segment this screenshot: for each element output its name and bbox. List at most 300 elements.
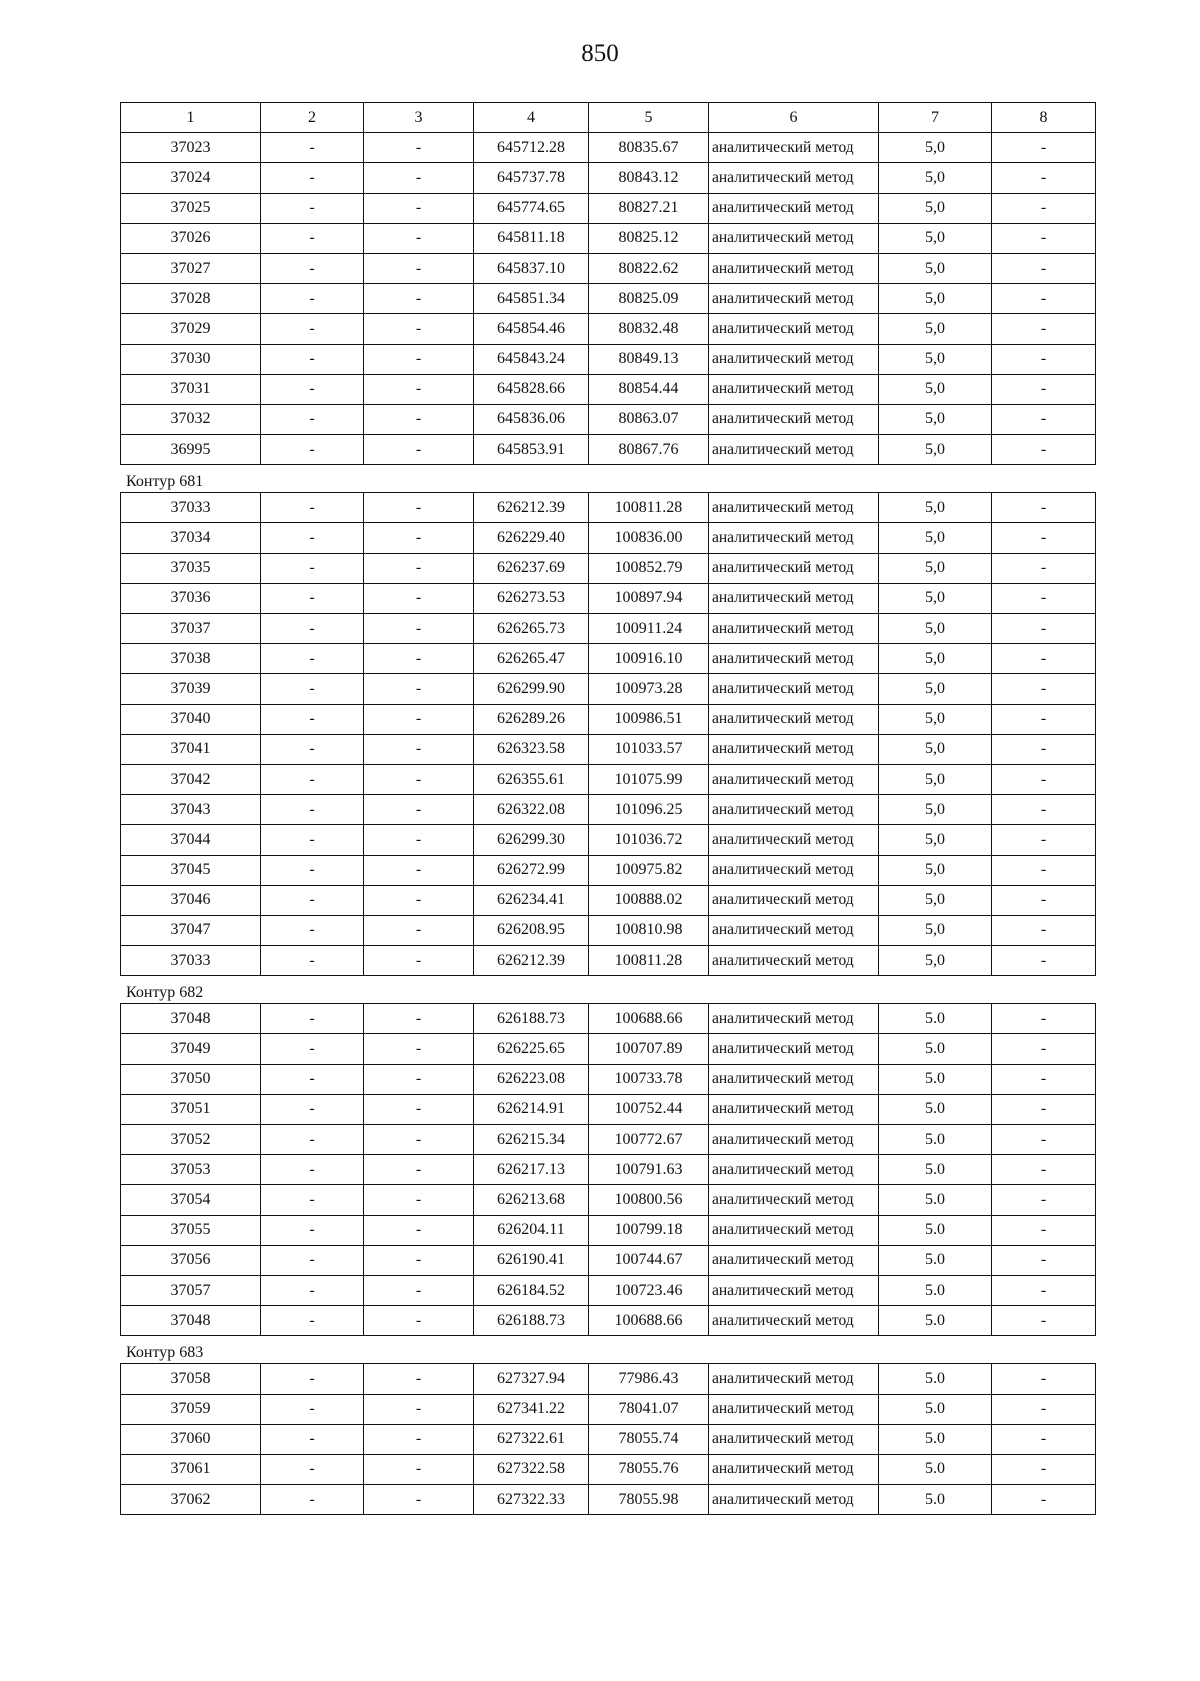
cell-coord-y: 80835.67 bbox=[589, 133, 709, 163]
cell-col-3: - bbox=[364, 1155, 474, 1185]
cell-col-8: - bbox=[992, 1094, 1096, 1124]
header-cell: 6 bbox=[709, 103, 879, 133]
cell-col-8: - bbox=[992, 553, 1096, 583]
cell-col-8: - bbox=[992, 674, 1096, 704]
table-row bbox=[121, 1185, 1096, 1215]
cell-accuracy: 5.0 bbox=[879, 1185, 992, 1215]
cell-method: аналитический метод bbox=[709, 1454, 879, 1484]
cell-col-3: - bbox=[364, 825, 474, 855]
cell-col-3: - bbox=[364, 133, 474, 163]
page-number: 850 bbox=[581, 40, 619, 67]
cell-accuracy: 5,0 bbox=[879, 523, 992, 553]
cell-method: аналитический метод bbox=[709, 1424, 879, 1454]
cell-col-2: - bbox=[261, 1004, 364, 1034]
cell-method: аналитический метод bbox=[709, 1245, 879, 1275]
cell-accuracy: 5.0 bbox=[879, 1454, 992, 1484]
cell-coord-x: 626190.41 bbox=[474, 1245, 589, 1275]
cell-col-2: - bbox=[261, 1245, 364, 1275]
cell-accuracy: 5,0 bbox=[879, 825, 992, 855]
cell-col-2: - bbox=[261, 1034, 364, 1064]
cell-coord-x: 626212.39 bbox=[474, 946, 589, 976]
cell-col-2: - bbox=[261, 374, 364, 404]
cell-coord-x: 626299.90 bbox=[474, 674, 589, 704]
cell-coord-x: 645843.24 bbox=[474, 344, 589, 374]
cell-method: аналитический метод bbox=[709, 1185, 879, 1215]
cell-col-2: - bbox=[261, 764, 364, 794]
table-row bbox=[121, 253, 1096, 283]
cell-coord-y: 77986.43 bbox=[589, 1364, 709, 1394]
cell-coord-x: 626214.91 bbox=[474, 1094, 589, 1124]
cell-point-number: 37026 bbox=[121, 223, 261, 253]
cell-col-8: - bbox=[992, 284, 1096, 314]
cell-coord-x: 627322.33 bbox=[474, 1485, 589, 1515]
cell-coord-x: 645837.10 bbox=[474, 253, 589, 283]
cell-accuracy: 5,0 bbox=[879, 704, 992, 734]
table-row bbox=[121, 344, 1096, 374]
cell-col-2: - bbox=[261, 614, 364, 644]
cell-point-number: 37048 bbox=[121, 1004, 261, 1034]
cell-col-8: - bbox=[992, 193, 1096, 223]
cell-col-2: - bbox=[261, 163, 364, 193]
cell-accuracy: 5,0 bbox=[879, 915, 992, 945]
table-row bbox=[121, 1275, 1096, 1305]
cell-coord-x: 627322.58 bbox=[474, 1454, 589, 1484]
cell-accuracy: 5.0 bbox=[879, 1125, 992, 1155]
cell-col-2: - bbox=[261, 553, 364, 583]
cell-col-3: - bbox=[364, 915, 474, 945]
cell-col-8: - bbox=[992, 253, 1096, 283]
cell-accuracy: 5,0 bbox=[879, 404, 992, 434]
cell-col-8: - bbox=[992, 583, 1096, 613]
cell-col-3: - bbox=[364, 1064, 474, 1094]
cell-coord-y: 80825.09 bbox=[589, 284, 709, 314]
cell-method: аналитический метод bbox=[709, 284, 879, 314]
cell-coord-y: 80867.76 bbox=[589, 435, 709, 465]
contour-label: Контур 682 bbox=[126, 984, 204, 1002]
cell-col-8: - bbox=[992, 435, 1096, 465]
table-row bbox=[121, 553, 1096, 583]
cell-method: аналитический метод bbox=[709, 163, 879, 193]
table-row bbox=[121, 1034, 1096, 1064]
cell-col-3: - bbox=[364, 614, 474, 644]
cell-coord-x: 626188.73 bbox=[474, 1004, 589, 1034]
contour-label: Контур 683 bbox=[126, 1344, 204, 1362]
cell-method: аналитический метод bbox=[709, 193, 879, 223]
cell-col-3: - bbox=[364, 253, 474, 283]
cell-coord-y: 80843.12 bbox=[589, 163, 709, 193]
cell-point-number: 37060 bbox=[121, 1424, 261, 1454]
cell-method: аналитический метод bbox=[709, 1094, 879, 1124]
cell-col-2: - bbox=[261, 1424, 364, 1454]
cell-accuracy: 5,0 bbox=[879, 946, 992, 976]
table-row bbox=[121, 915, 1096, 945]
cell-coord-x: 645853.91 bbox=[474, 435, 589, 465]
cell-col-3: - bbox=[364, 795, 474, 825]
cell-point-number: 37027 bbox=[121, 253, 261, 283]
cell-method: аналитический метод bbox=[709, 493, 879, 523]
cell-method: аналитический метод bbox=[709, 374, 879, 404]
cell-col-3: - bbox=[364, 223, 474, 253]
cell-accuracy: 5,0 bbox=[879, 885, 992, 915]
cell-coord-y: 101096.25 bbox=[589, 795, 709, 825]
cell-col-8: - bbox=[992, 1064, 1096, 1094]
contour-label: Контур 681 bbox=[126, 473, 204, 491]
cell-col-3: - bbox=[364, 1185, 474, 1215]
cell-col-8: - bbox=[992, 1125, 1096, 1155]
cell-accuracy: 5.0 bbox=[879, 1155, 992, 1185]
cell-point-number: 37035 bbox=[121, 553, 261, 583]
cell-method: аналитический метод bbox=[709, 1125, 879, 1155]
cell-col-2: - bbox=[261, 855, 364, 885]
cell-method: аналитический метод bbox=[709, 915, 879, 945]
cell-point-number: 37047 bbox=[121, 915, 261, 945]
cell-coord-y: 100723.46 bbox=[589, 1275, 709, 1305]
cell-coord-y: 100986.51 bbox=[589, 704, 709, 734]
cell-method: аналитический метод bbox=[709, 825, 879, 855]
cell-col-3: - bbox=[364, 946, 474, 976]
coordinates-table-main bbox=[120, 102, 1096, 465]
cell-col-8: - bbox=[992, 1215, 1096, 1245]
cell-accuracy: 5,0 bbox=[879, 193, 992, 223]
cell-coord-x: 626355.61 bbox=[474, 764, 589, 794]
cell-point-number: 37036 bbox=[121, 583, 261, 613]
cell-accuracy: 5,0 bbox=[879, 223, 992, 253]
cell-accuracy: 5,0 bbox=[879, 163, 992, 193]
cell-col-2: - bbox=[261, 493, 364, 523]
cell-col-3: - bbox=[364, 885, 474, 915]
cell-accuracy: 5.0 bbox=[879, 1094, 992, 1124]
cell-point-number: 37030 bbox=[121, 344, 261, 374]
cell-point-number: 37056 bbox=[121, 1245, 261, 1275]
cell-coord-x: 626188.73 bbox=[474, 1306, 589, 1336]
cell-col-3: - bbox=[364, 493, 474, 523]
cell-accuracy: 5,0 bbox=[879, 253, 992, 283]
cell-col-3: - bbox=[364, 193, 474, 223]
cell-col-2: - bbox=[261, 1064, 364, 1094]
cell-accuracy: 5,0 bbox=[879, 493, 992, 523]
cell-col-2: - bbox=[261, 644, 364, 674]
table-row bbox=[121, 314, 1096, 344]
cell-method: аналитический метод bbox=[709, 1394, 879, 1424]
cell-col-2: - bbox=[261, 1394, 364, 1424]
cell-col-2: - bbox=[261, 1125, 364, 1155]
cell-col-2: - bbox=[261, 915, 364, 945]
cell-point-number: 37053 bbox=[121, 1155, 261, 1185]
cell-col-3: - bbox=[364, 1245, 474, 1275]
cell-coord-x: 626234.41 bbox=[474, 885, 589, 915]
cell-coord-y: 100811.28 bbox=[589, 946, 709, 976]
cell-point-number: 37041 bbox=[121, 734, 261, 764]
cell-point-number: 37032 bbox=[121, 404, 261, 434]
cell-col-3: - bbox=[364, 344, 474, 374]
cell-col-2: - bbox=[261, 253, 364, 283]
cell-col-8: - bbox=[992, 1424, 1096, 1454]
cell-coord-y: 80849.13 bbox=[589, 344, 709, 374]
table-row bbox=[121, 1004, 1096, 1034]
table-header-row bbox=[121, 103, 1096, 133]
cell-coord-x: 626212.39 bbox=[474, 493, 589, 523]
cell-method: аналитический метод bbox=[709, 946, 879, 976]
cell-point-number: 37033 bbox=[121, 493, 261, 523]
cell-col-3: - bbox=[364, 523, 474, 553]
cell-coord-x: 626217.13 bbox=[474, 1155, 589, 1185]
cell-point-number: 37028 bbox=[121, 284, 261, 314]
table-row bbox=[121, 1454, 1096, 1484]
cell-col-2: - bbox=[261, 704, 364, 734]
cell-method: аналитический метод bbox=[709, 704, 879, 734]
cell-col-2: - bbox=[261, 825, 364, 855]
cell-col-3: - bbox=[364, 553, 474, 583]
table-row bbox=[121, 614, 1096, 644]
cell-method: аналитический метод bbox=[709, 583, 879, 613]
cell-col-3: - bbox=[364, 1094, 474, 1124]
cell-col-3: - bbox=[364, 734, 474, 764]
cell-coord-x: 626229.40 bbox=[474, 523, 589, 553]
cell-coord-y: 80863.07 bbox=[589, 404, 709, 434]
cell-col-8: - bbox=[992, 404, 1096, 434]
cell-point-number: 37049 bbox=[121, 1034, 261, 1064]
cell-accuracy: 5.0 bbox=[879, 1064, 992, 1094]
cell-col-8: - bbox=[992, 855, 1096, 885]
cell-coord-x: 626265.47 bbox=[474, 644, 589, 674]
cell-col-8: - bbox=[992, 1004, 1096, 1034]
table-row bbox=[121, 1364, 1096, 1394]
cell-point-number: 37045 bbox=[121, 855, 261, 885]
table-row bbox=[121, 1064, 1096, 1094]
cell-method: аналитический метод bbox=[709, 223, 879, 253]
cell-method: аналитический метод bbox=[709, 314, 879, 344]
cell-col-2: - bbox=[261, 314, 364, 344]
cell-point-number: 37048 bbox=[121, 1306, 261, 1336]
cell-coord-y: 100752.44 bbox=[589, 1094, 709, 1124]
cell-method: аналитический метод bbox=[709, 253, 879, 283]
cell-coord-x: 626265.73 bbox=[474, 614, 589, 644]
cell-coord-x: 626184.52 bbox=[474, 1275, 589, 1305]
cell-point-number: 37043 bbox=[121, 795, 261, 825]
cell-coord-x: 645851.34 bbox=[474, 284, 589, 314]
header-cell: 8 bbox=[992, 103, 1096, 133]
cell-method: аналитический метод bbox=[709, 734, 879, 764]
cell-coord-y: 100810.98 bbox=[589, 915, 709, 945]
cell-col-8: - bbox=[992, 946, 1096, 976]
cell-accuracy: 5,0 bbox=[879, 795, 992, 825]
cell-coord-y: 101033.57 bbox=[589, 734, 709, 764]
cell-col-3: - bbox=[364, 1394, 474, 1424]
cell-col-3: - bbox=[364, 583, 474, 613]
cell-col-8: - bbox=[992, 1155, 1096, 1185]
coordinates-document bbox=[120, 102, 1095, 1515]
cell-coord-x: 626215.34 bbox=[474, 1125, 589, 1155]
cell-method: аналитический метод bbox=[709, 1155, 879, 1185]
cell-point-number: 37024 bbox=[121, 163, 261, 193]
cell-point-number: 37042 bbox=[121, 764, 261, 794]
cell-col-8: - bbox=[992, 163, 1096, 193]
table-row bbox=[121, 1215, 1096, 1245]
cell-coord-y: 100975.82 bbox=[589, 855, 709, 885]
cell-point-number: 37052 bbox=[121, 1125, 261, 1155]
cell-col-8: - bbox=[992, 1364, 1096, 1394]
table-row bbox=[121, 435, 1096, 465]
cell-coord-y: 100688.66 bbox=[589, 1306, 709, 1336]
cell-coord-x: 626272.99 bbox=[474, 855, 589, 885]
cell-coord-y: 100707.89 bbox=[589, 1034, 709, 1064]
cell-col-3: - bbox=[364, 1485, 474, 1515]
cell-coord-x: 645712.28 bbox=[474, 133, 589, 163]
header-cell: 7 bbox=[879, 103, 992, 133]
cell-col-8: - bbox=[992, 644, 1096, 674]
cell-col-8: - bbox=[992, 523, 1096, 553]
cell-col-2: - bbox=[261, 1155, 364, 1185]
cell-coord-y: 100973.28 bbox=[589, 674, 709, 704]
cell-col-8: - bbox=[992, 1185, 1096, 1215]
cell-col-8: - bbox=[992, 493, 1096, 523]
cell-coord-x: 626289.26 bbox=[474, 704, 589, 734]
cell-point-number: 37033 bbox=[121, 946, 261, 976]
cell-coord-y: 100688.66 bbox=[589, 1004, 709, 1034]
cell-accuracy: 5,0 bbox=[879, 764, 992, 794]
cell-col-8: - bbox=[992, 825, 1096, 855]
cell-col-8: - bbox=[992, 885, 1096, 915]
table-row bbox=[121, 855, 1096, 885]
cell-accuracy: 5,0 bbox=[879, 133, 992, 163]
cell-accuracy: 5,0 bbox=[879, 435, 992, 465]
cell-coord-y: 100800.56 bbox=[589, 1185, 709, 1215]
cell-method: аналитический метод bbox=[709, 885, 879, 915]
cell-method: аналитический метод bbox=[709, 1004, 879, 1034]
cell-col-8: - bbox=[992, 314, 1096, 344]
cell-col-2: - bbox=[261, 1094, 364, 1124]
table-row bbox=[121, 644, 1096, 674]
cell-col-8: - bbox=[992, 344, 1096, 374]
cell-point-number: 37058 bbox=[121, 1364, 261, 1394]
cell-accuracy: 5.0 bbox=[879, 1306, 992, 1336]
table-row bbox=[121, 825, 1096, 855]
cell-col-2: - bbox=[261, 523, 364, 553]
cell-coord-x: 626208.95 bbox=[474, 915, 589, 945]
cell-accuracy: 5,0 bbox=[879, 583, 992, 613]
cell-col-8: - bbox=[992, 374, 1096, 404]
cell-col-3: - bbox=[364, 1424, 474, 1454]
cell-col-2: - bbox=[261, 133, 364, 163]
cell-accuracy: 5.0 bbox=[879, 1394, 992, 1424]
cell-point-number: 37039 bbox=[121, 674, 261, 704]
cell-coord-x: 627327.94 bbox=[474, 1364, 589, 1394]
cell-accuracy: 5,0 bbox=[879, 374, 992, 404]
table-row bbox=[121, 193, 1096, 223]
cell-coord-x: 626322.08 bbox=[474, 795, 589, 825]
cell-accuracy: 5,0 bbox=[879, 614, 992, 644]
cell-accuracy: 5,0 bbox=[879, 855, 992, 885]
cell-coord-y: 100888.02 bbox=[589, 885, 709, 915]
cell-col-3: - bbox=[364, 435, 474, 465]
cell-col-3: - bbox=[364, 314, 474, 344]
table-row bbox=[121, 284, 1096, 314]
cell-coord-x: 626299.30 bbox=[474, 825, 589, 855]
cell-method: аналитический метод bbox=[709, 644, 879, 674]
table-row bbox=[121, 1424, 1096, 1454]
cell-point-number: 37055 bbox=[121, 1215, 261, 1245]
cell-col-2: - bbox=[261, 435, 364, 465]
coordinates-table-contour bbox=[120, 1003, 1096, 1336]
cell-coord-y: 100911.24 bbox=[589, 614, 709, 644]
header-cell: 3 bbox=[364, 103, 474, 133]
cell-col-3: - bbox=[364, 1215, 474, 1245]
table-row bbox=[121, 1094, 1096, 1124]
cell-col-8: - bbox=[992, 1275, 1096, 1305]
cell-col-2: - bbox=[261, 1215, 364, 1245]
cell-coord-y: 80827.21 bbox=[589, 193, 709, 223]
table-row bbox=[121, 946, 1096, 976]
cell-method: аналитический метод bbox=[709, 523, 879, 553]
cell-method: аналитический метод bbox=[709, 344, 879, 374]
cell-coord-y: 100744.67 bbox=[589, 1245, 709, 1275]
cell-coord-y: 100772.67 bbox=[589, 1125, 709, 1155]
coordinates-table-contour bbox=[120, 492, 1096, 976]
cell-col-3: - bbox=[364, 284, 474, 314]
cell-method: аналитический метод bbox=[709, 1215, 879, 1245]
cell-col-3: - bbox=[364, 1275, 474, 1305]
cell-coord-x: 626273.53 bbox=[474, 583, 589, 613]
cell-coord-y: 80825.12 bbox=[589, 223, 709, 253]
table-row bbox=[121, 163, 1096, 193]
cell-coord-y: 100791.63 bbox=[589, 1155, 709, 1185]
table-row bbox=[121, 1245, 1096, 1275]
cell-accuracy: 5,0 bbox=[879, 644, 992, 674]
cell-col-8: - bbox=[992, 704, 1096, 734]
cell-method: аналитический метод bbox=[709, 1485, 879, 1515]
cell-coord-y: 100733.78 bbox=[589, 1064, 709, 1094]
cell-coord-y: 80832.48 bbox=[589, 314, 709, 344]
cell-accuracy: 5,0 bbox=[879, 284, 992, 314]
cell-col-2: - bbox=[261, 1454, 364, 1484]
cell-point-number: 37044 bbox=[121, 825, 261, 855]
cell-col-8: - bbox=[992, 1394, 1096, 1424]
cell-col-2: - bbox=[261, 674, 364, 704]
cell-coord-x: 645774.65 bbox=[474, 193, 589, 223]
cell-coord-x: 626204.11 bbox=[474, 1215, 589, 1245]
cell-coord-y: 100916.10 bbox=[589, 644, 709, 674]
cell-col-2: - bbox=[261, 1306, 364, 1336]
cell-point-number: 37059 bbox=[121, 1394, 261, 1424]
cell-coord-y: 78055.98 bbox=[589, 1485, 709, 1515]
cell-col-2: - bbox=[261, 284, 364, 314]
cell-col-8: - bbox=[992, 795, 1096, 825]
cell-col-2: - bbox=[261, 1275, 364, 1305]
cell-point-number: 37038 bbox=[121, 644, 261, 674]
cell-col-3: - bbox=[364, 644, 474, 674]
table-row bbox=[121, 1394, 1096, 1424]
cell-method: аналитический метод bbox=[709, 553, 879, 583]
cell-col-2: - bbox=[261, 795, 364, 825]
cell-col-3: - bbox=[364, 1306, 474, 1336]
cell-method: аналитический метод bbox=[709, 1364, 879, 1394]
cell-coord-x: 626223.08 bbox=[474, 1064, 589, 1094]
table-row bbox=[121, 734, 1096, 764]
cell-col-8: - bbox=[992, 1306, 1096, 1336]
table-row bbox=[121, 583, 1096, 613]
cell-col-2: - bbox=[261, 1485, 364, 1515]
table-row bbox=[121, 1155, 1096, 1185]
cell-col-3: - bbox=[364, 1364, 474, 1394]
cell-method: аналитический метод bbox=[709, 404, 879, 434]
cell-col-8: - bbox=[992, 133, 1096, 163]
cell-col-3: - bbox=[364, 1034, 474, 1064]
cell-col-8: - bbox=[992, 915, 1096, 945]
cell-accuracy: 5.0 bbox=[879, 1215, 992, 1245]
cell-coord-x: 645828.66 bbox=[474, 374, 589, 404]
cell-point-number: 37057 bbox=[121, 1275, 261, 1305]
cell-coord-x: 626213.68 bbox=[474, 1185, 589, 1215]
